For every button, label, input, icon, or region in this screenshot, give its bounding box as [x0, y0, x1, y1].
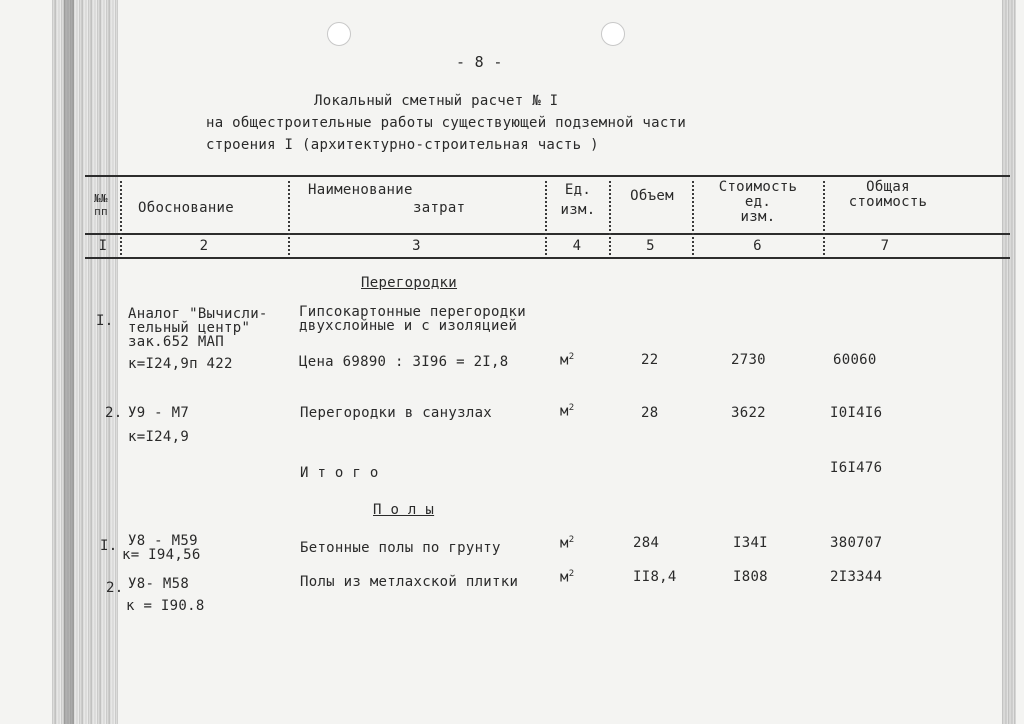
row-basis: к=I24,9п 422	[128, 356, 233, 372]
row-volume: II8,4	[633, 569, 677, 585]
row-unit-cost: I34I	[733, 535, 768, 551]
column-number: 5	[646, 238, 655, 254]
document-title-line2: на общестроительные работы существующей подземной части	[206, 115, 687, 131]
header-name-bottom: затрат	[413, 200, 466, 216]
row-number: I.	[100, 538, 118, 554]
row-total: I0I4I6	[830, 405, 883, 421]
section-title-partitions: Перегородки	[361, 275, 458, 291]
row-name: Перегородки в санузлах	[300, 405, 493, 421]
row-basis: к=I24,9	[128, 429, 190, 445]
column-number: 2	[199, 238, 209, 254]
subtotal-label: И т о г о	[300, 465, 379, 481]
header-unit-cost-bottom: изм.	[740, 209, 776, 225]
row-unit: $м^2$	[560, 535, 575, 552]
header-unit-bottom: изм.	[560, 202, 596, 218]
table-top-rule	[85, 175, 1010, 177]
header-total-bottom: стоимость	[848, 194, 928, 210]
row-unit: $м^2$	[560, 569, 575, 586]
row-name: Гипсокартонные перегородки	[299, 304, 526, 320]
header-bottom-rule	[85, 233, 1010, 235]
row-name: Бетонные полы по грунту	[300, 540, 501, 556]
row-name: двухслойные и с изоляцией	[299, 318, 518, 334]
row-unit-cost: I808	[733, 569, 768, 585]
header-basis: Обоснование	[138, 200, 235, 216]
row-number: I.	[96, 313, 114, 329]
header-total-top: Общая	[866, 179, 910, 195]
row-total: 380707	[830, 535, 883, 551]
subtotal-value: I6I476	[830, 460, 883, 476]
header-name-top: Наименование	[308, 182, 413, 198]
column-number: 3	[412, 238, 421, 254]
document-title-line1: Локальный сметный расчет № I	[314, 93, 559, 109]
page-number: - 8 -	[456, 53, 503, 71]
row-number: 2.	[105, 405, 123, 421]
row-unit: $м^2$	[560, 352, 575, 369]
row-total: 2I3344	[830, 569, 883, 585]
header-volume: Объем	[630, 188, 674, 204]
row-basis: к = I90.8	[126, 598, 205, 614]
header-unit-top: Ед.	[564, 182, 592, 198]
row-basis: Аналог "Вычисли-	[128, 306, 268, 322]
scan-edge-right	[1002, 0, 1016, 724]
column-number: I	[98, 238, 108, 254]
row-volume: 28	[641, 405, 659, 421]
row-basis: У9 - М7	[128, 405, 190, 421]
row-volume: 22	[641, 352, 659, 368]
row-basis: зак.652 МАП	[128, 334, 225, 350]
row-basis: У8 - М59	[128, 533, 198, 549]
row-total: 60060	[833, 352, 877, 368]
column-number: 4	[572, 238, 582, 254]
header-num: №№ пп	[94, 192, 108, 218]
punch-hole	[327, 22, 351, 46]
document-title-line3: строения I (архитектурно-строительная часть )	[206, 137, 599, 153]
section-title-floors: П о л ы	[373, 502, 435, 518]
row-price-calc: Цена 69890 : 3I96 = 2I,8	[299, 354, 509, 370]
row-unit-cost: 3622	[731, 405, 766, 421]
scan-edge-left	[52, 0, 118, 724]
row-name: Полы из метлахской плитки	[300, 574, 519, 590]
row-unit-cost: 2730	[731, 352, 766, 368]
row-basis: к= I94,56	[122, 547, 201, 563]
column-number-rule	[85, 257, 1010, 259]
scan-shadow-left	[64, 0, 74, 724]
row-basis: У8- М58	[128, 576, 190, 592]
row-number: 2.	[106, 580, 124, 596]
row-volume: 284	[633, 535, 660, 551]
header-unit-cost-top: Стоимость	[718, 179, 798, 195]
header-unit-cost-mid: ед.	[744, 194, 772, 210]
column-number: 7	[880, 238, 890, 254]
column-number: 6	[753, 238, 762, 254]
punch-hole	[601, 22, 625, 46]
row-basis: тельный центр"	[128, 320, 251, 336]
row-unit: $м^2$	[560, 403, 575, 420]
